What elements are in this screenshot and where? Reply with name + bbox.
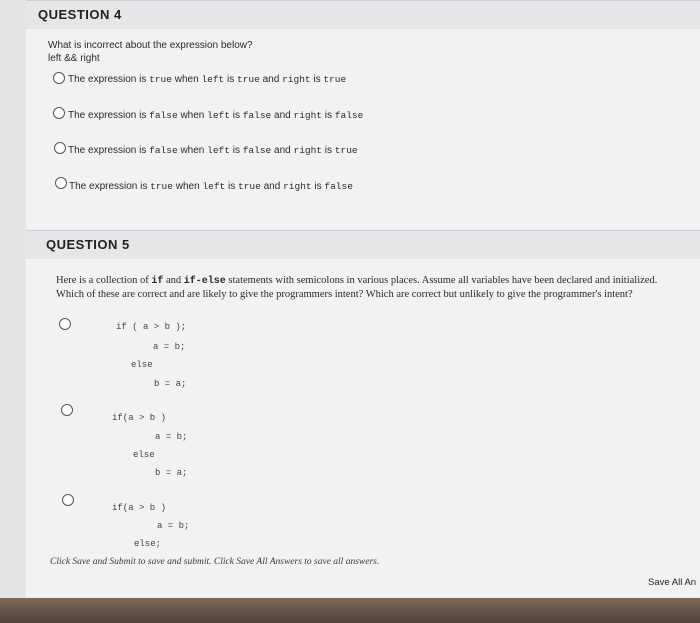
text: is	[322, 110, 335, 121]
text: and	[163, 275, 184, 286]
q4-option-4-label[interactable]	[69, 181, 353, 192]
code-text: right	[282, 74, 311, 85]
q4-option-3-radio[interactable]	[54, 142, 66, 154]
code-text: false	[149, 145, 178, 156]
text: and	[271, 145, 294, 156]
question-4-expression: left && right	[48, 53, 100, 64]
question-5-header	[26, 230, 700, 260]
screen-bottom-edge	[0, 598, 700, 623]
text: when	[177, 145, 208, 156]
question-5-title: QUESTION 5	[46, 237, 130, 252]
code-text: if	[151, 276, 164, 287]
text: is	[224, 74, 238, 85]
code-line: else;	[134, 539, 162, 549]
text: is	[229, 110, 243, 121]
code-line: a = b;	[155, 432, 188, 442]
question-5-prompt	[56, 274, 681, 301]
text: statements with semicolons in various places. Assume all variables have been declared and initialized. Which of these are correct and are likely to give the programmers intent? Which are correct but unlikely to give the programmer's intent?	[56, 275, 658, 300]
code-text: true	[334, 145, 358, 156]
question-4-title: QUESTION 4	[38, 7, 122, 22]
text: is	[229, 145, 243, 156]
code-text: left	[202, 181, 226, 192]
question-5-body	[26, 259, 700, 597]
text: and	[260, 181, 284, 192]
code-text: right	[283, 181, 312, 192]
question-4-prompt: What is incorrect about the expression below?	[48, 40, 253, 51]
q4-option-1-radio[interactable]	[53, 72, 65, 84]
text: The expression is	[69, 181, 151, 192]
code-text: false	[242, 145, 272, 156]
save-all-answers-button[interactable]: Save All An	[648, 577, 697, 588]
q4-option-3-label[interactable]	[68, 145, 358, 156]
q5-option-2-radio[interactable]	[61, 404, 73, 416]
code-line: if(a > b )	[112, 413, 167, 423]
text: The expression is	[68, 74, 150, 85]
code-text: false	[324, 181, 353, 192]
code-line: if(a > b )	[112, 503, 167, 513]
code-line: a = b;	[153, 342, 186, 352]
code-line: a = b;	[157, 521, 190, 531]
code-line: if ( a > b );	[116, 322, 187, 332]
code-text: true	[150, 181, 173, 192]
text: is	[310, 74, 324, 85]
text: Here is a collection of	[56, 275, 152, 286]
question-4-header	[26, 0, 700, 30]
q4-option-1-label[interactable]	[68, 74, 346, 85]
q4-option-2-label[interactable]	[68, 110, 363, 121]
code-line: b = a;	[154, 379, 187, 389]
text: when	[172, 181, 203, 192]
code-text: false	[334, 110, 364, 121]
code-text: right	[293, 145, 323, 156]
code-text: true	[323, 74, 347, 85]
code-line: else	[133, 450, 155, 460]
code-text: true	[149, 74, 172, 85]
code-text: true	[238, 181, 261, 192]
text: is	[225, 181, 239, 192]
question-4-body	[26, 29, 700, 229]
code-line: b = a;	[155, 468, 188, 478]
footer-instructions: Click Save and Submit to save and submit. Click Save All Answers to save all answers.	[50, 557, 380, 567]
code-text: left	[207, 145, 230, 156]
code-text: false	[242, 110, 272, 121]
code-line: else	[131, 360, 153, 370]
text: and	[259, 74, 283, 85]
q5-option-1-radio[interactable]	[59, 318, 71, 330]
q5-option-3-radio[interactable]	[62, 494, 74, 506]
text: when	[171, 74, 202, 85]
code-text: if-else	[183, 276, 226, 287]
text: is	[322, 145, 335, 156]
code-text: true	[237, 74, 260, 85]
left-margin	[0, 0, 26, 598]
text: and	[271, 110, 294, 121]
code-text: left	[201, 74, 225, 85]
text: is	[311, 181, 325, 192]
q4-option-4-radio[interactable]	[55, 177, 67, 189]
text: when	[177, 110, 208, 121]
code-text: left	[207, 110, 230, 121]
text: The expression is	[68, 145, 150, 156]
text: The expression is	[68, 110, 150, 121]
q4-option-2-radio[interactable]	[53, 107, 65, 119]
code-text: false	[149, 110, 178, 121]
code-text: right	[293, 110, 323, 121]
